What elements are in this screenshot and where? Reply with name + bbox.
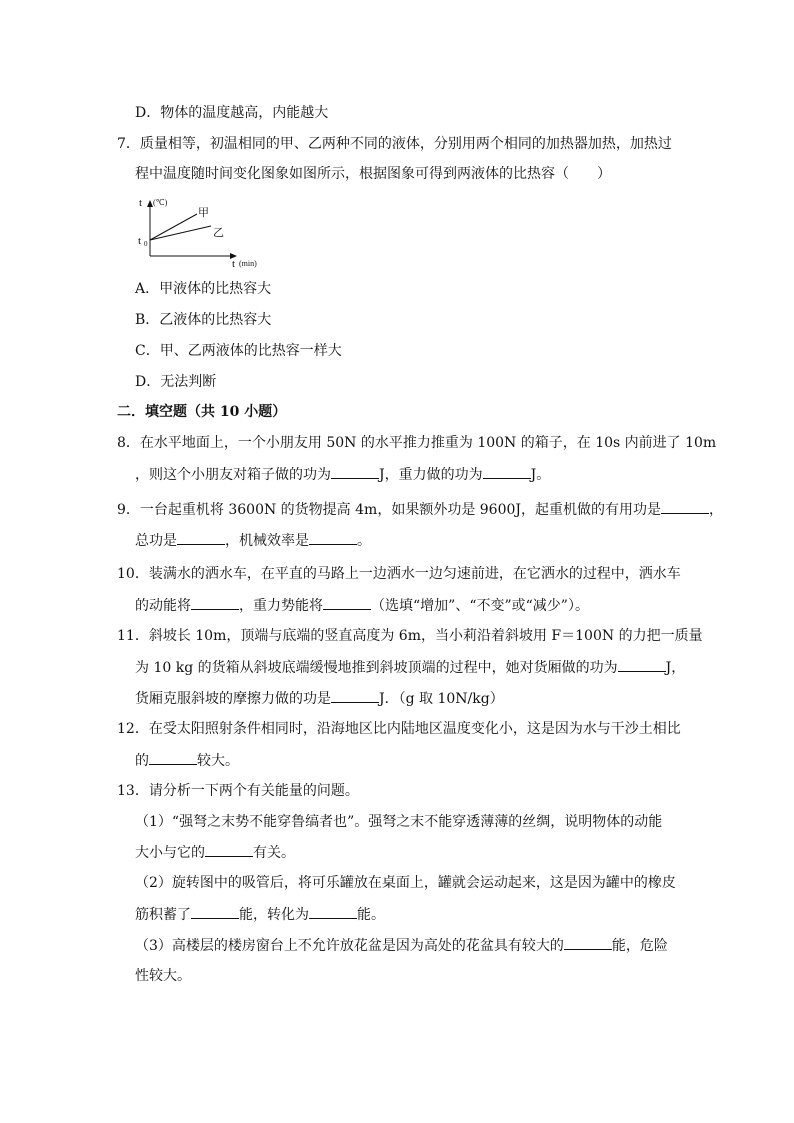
q13-p3-text-a: （3）高楼层的楼房窗台上不允许放花盆是因为高处的花盆具有较大的 [135, 938, 564, 954]
temperature-time-graph [135, 196, 275, 272]
q11-text-a: 为 10 kg 的货箱从斜坡底端缓慢地推到斜坡顶端的过程中，她对货厢做的功为 [135, 660, 618, 676]
x-axis-unit: (min) [239, 259, 257, 268]
q10-blank-1[interactable] [191, 595, 239, 610]
q10-text-b: ，重力势能将 [239, 598, 323, 614]
q9-blank-2[interactable] [177, 530, 225, 545]
q13-part3-line2: 性较大。 [135, 968, 191, 984]
q13-part1-line1: （1）“强弩之末势不能穿鲁缟者也”。强弩之末不能穿透薄薄的丝绸，说明物体的动能 [135, 814, 663, 830]
q9-blank-1[interactable] [661, 499, 709, 514]
q13-p2-text-c: 能。 [357, 907, 385, 923]
q9-text-c: 总功是 [135, 533, 177, 549]
q7-option-a: A．甲液体的比热容大 [135, 281, 272, 297]
q9-stem-line1 [117, 499, 723, 520]
q9-text-d: ，机械效率是 [225, 533, 309, 549]
q13-part3-line1 [135, 935, 668, 956]
q9-text-a: 9．一台起重机将 3600N 的货物提高 4m，如果额外功是 9600J，起重机做的有用功是 [117, 502, 662, 518]
q11-blank-2[interactable] [331, 688, 379, 703]
q11-stem-line1: 11．斜坡长 10m，顶端与底端的竖直高度为 6m，当小莉沿着斜坡用 F＝100N 的力把一质量 [117, 628, 703, 644]
q8-blank-2[interactable] [483, 464, 531, 479]
q7-option-b: B．乙液体的比热容大 [135, 312, 272, 328]
q10-text-c: （选填“增加”、“不变”或“减少”）。 [371, 598, 589, 614]
section-title-fill-in: 二．填空题（共 10 小题） [117, 404, 287, 420]
q10-blank-2[interactable] [323, 595, 371, 610]
q8-text-a: ，则这个小朋友对箱子做的功为 [135, 467, 331, 483]
q9-stem-line2 [135, 530, 371, 551]
q13-blank-1[interactable] [205, 842, 253, 857]
origin-label: t [138, 235, 142, 247]
q13-p2-text-b: 能，转化为 [239, 907, 309, 923]
q6-option-d: D．物体的温度越高，内能越大 [135, 105, 329, 121]
q11-blank-1[interactable] [618, 657, 666, 672]
q9-blank-3[interactable] [309, 530, 357, 545]
q12-text-b: 较大。 [197, 753, 239, 769]
q13-blank-3[interactable] [309, 904, 357, 919]
q12-text-a: 的 [135, 753, 149, 769]
q10-text-a: 的动能将 [135, 598, 191, 614]
line-jia-label: 甲 [198, 206, 209, 219]
line-yi-label: 乙 [213, 226, 224, 239]
q13-p3-text-b: 能，危险 [611, 938, 668, 954]
x-axis-label: t [232, 258, 236, 270]
line-yi [150, 226, 211, 240]
q13-p1-text-a: 大小与它的 [135, 845, 205, 861]
q7-stem-line1: 7．质量相等，初温相同的甲、乙两种不同的液体，分别用两个相同的加热器加热，加热过 [117, 136, 672, 152]
q8-text-c: J。 [530, 467, 551, 483]
q11-stem-line2 [135, 657, 685, 678]
q13-part1-line2 [135, 842, 295, 863]
q11-text-c: 货厢克服斜坡的摩擦力做的功是 [135, 691, 331, 707]
q13-blank-4[interactable] [564, 935, 612, 950]
q11-text-d: J．（g 取 10N/kg） [379, 691, 504, 707]
q8-stem-line2 [135, 464, 550, 485]
q9-text-b: ， [709, 502, 724, 518]
q13-stem: 13．请分析一下两个有关能量的问题。 [117, 783, 359, 799]
q13-part2-line2 [135, 904, 385, 925]
q8-text-b: J，重力做的功为 [379, 467, 483, 483]
q9-text-e: 。 [357, 533, 371, 549]
q11-text-b: J， [665, 660, 686, 676]
y-axis-label: t [139, 197, 143, 209]
q7-stem-line2: 程中温度随时间变化图象如图所示，根据图象可得到两液体的比热容（ ） [135, 166, 611, 182]
q13-p1-text-b: 有关。 [253, 845, 295, 861]
q8-blank-1[interactable] [331, 464, 379, 479]
q7-option-d: D．无法判断 [135, 374, 217, 390]
line-jia [150, 214, 197, 240]
q10-stem-line2 [135, 595, 589, 616]
q8-stem-line1: 8．在水平地面上，一个小朋友用 50N 的水平推力推重为 100N 的箱子，在 10s 内前进了 10m [117, 435, 717, 451]
q12-stem-line2 [135, 750, 239, 771]
q12-stem-line1: 12．在受太阳照射条件相同时，沿海地区比内陆地区温度变化小，这是因为水与干沙土相比 [117, 721, 681, 737]
q12-blank-1[interactable] [149, 750, 197, 765]
q11-stem-line3 [135, 688, 504, 709]
q13-part2-line1: （2）旋转图中的吸管后，将可乐罐放在桌面上，罐就会运动起来，这是因为罐中的橡皮 [135, 875, 676, 891]
q10-stem-line1: 10．装满水的洒水车，在平直的马路上一边洒水一边匀速前进，在它洒水的过程中，洒水车 [117, 566, 681, 582]
origin-subscript: 0 [144, 240, 148, 248]
q13-p2-text-a: 筋积蓄了 [135, 907, 191, 923]
y-axis-unit: (℃) [153, 198, 168, 207]
q7-option-c: C．甲、乙两液体的比热容一样大 [135, 343, 342, 359]
q13-blank-2[interactable] [191, 904, 239, 919]
